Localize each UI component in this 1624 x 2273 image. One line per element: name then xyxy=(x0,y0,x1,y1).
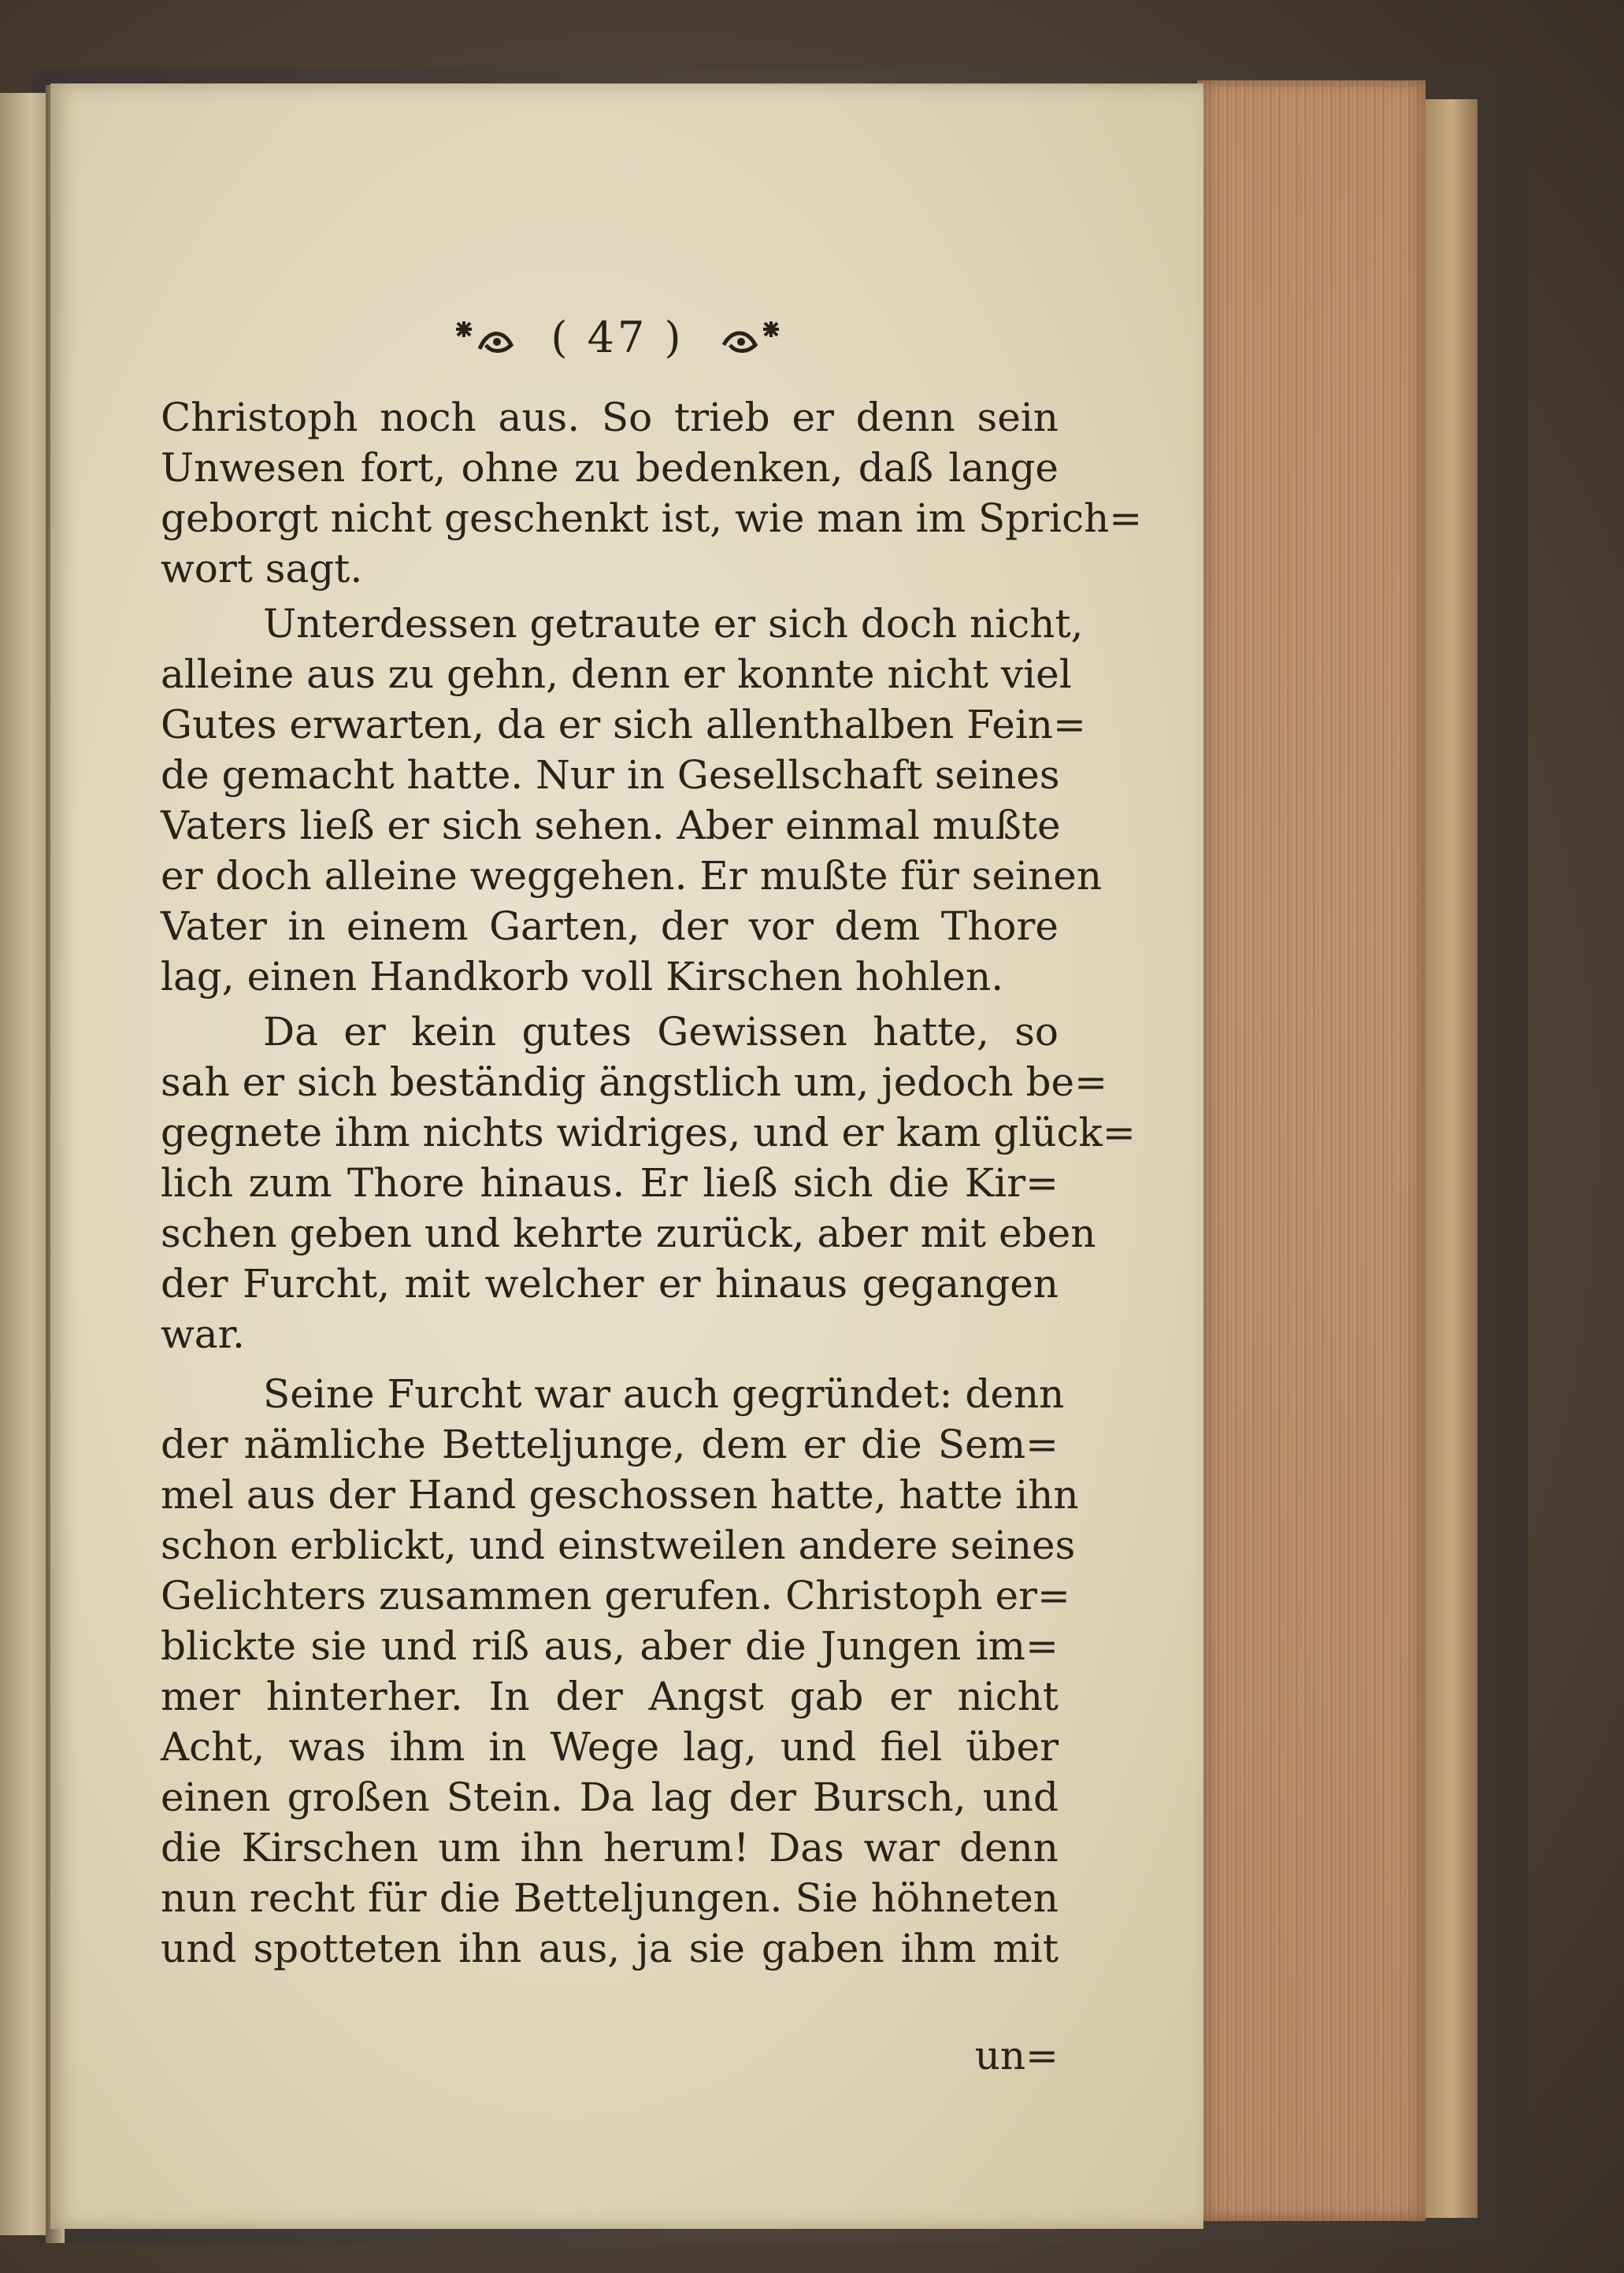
text-line: Vater in einem Garten, der vor dem Thore xyxy=(161,903,1059,949)
text-line: schen geben und kehrte zurück, aber mit eben xyxy=(161,1211,1096,1256)
text-line: nun recht für die Betteljungen. Sie höhneten xyxy=(161,1875,1059,1921)
flourish-ornament-left-icon xyxy=(448,313,519,361)
text-line: lag, einen Handkorb voll Kirschen hohlen. xyxy=(161,954,1004,999)
cover-board-edge xyxy=(1426,99,1478,2218)
text-line: war. xyxy=(161,1311,245,1357)
page-block-edges xyxy=(1197,80,1426,2221)
book-page xyxy=(50,83,1203,2229)
text-line: er doch alleine weggehen. Er mußte für seinen xyxy=(161,853,1103,899)
text-line: wort sagt. xyxy=(161,546,363,591)
page-header xyxy=(413,306,822,369)
text-line: der Furcht, mit welcher er hinaus gegangen xyxy=(161,1261,1059,1307)
catchword: un= xyxy=(974,2033,1059,2078)
text-line: schon erblickt, und einstweilen andere seines xyxy=(161,1522,1076,1568)
text-line: mer hinterher. In der Angst gab er nicht xyxy=(161,1674,1059,1719)
text-line: Da er kein gutes Gewissen hatte, so xyxy=(263,1009,1059,1055)
text-line: der nämliche Betteljunge, dem er die Sem= xyxy=(161,1422,1059,1467)
left-page-edge xyxy=(0,93,53,2235)
text-line: einen großen Stein. Da lag der Bursch, und xyxy=(161,1774,1059,1820)
text-line: gegnete ihm nichts widriges, und er kam glück= xyxy=(161,1110,1136,1155)
text-line: und spotteten ihn aus, ja sie gaben ihm mit xyxy=(161,1926,1059,1971)
flourish-ornament-right-icon xyxy=(716,313,787,361)
text-line: Seine Furcht war auch gegründet: denn xyxy=(263,1371,1065,1417)
text-line: Unterdessen getraute er sich doch nicht, xyxy=(263,601,1084,647)
text-line: lich zum Thore hinaus. Er ließ sich die Kir= xyxy=(161,1160,1059,1206)
text-line: mel aus der Hand geschossen hatte, hatte ihn xyxy=(161,1472,1079,1518)
text-line: Acht, was ihm in Wege lag, und fiel über xyxy=(161,1724,1059,1770)
text-line: blickte sie und riß aus, aber die Jungen im= xyxy=(161,1623,1059,1669)
text-line: geborgt nicht geschenkt ist, wie man im Sprich= xyxy=(161,495,1143,541)
text-line: Gutes erwarten, da er sich allenthalben Fein= xyxy=(161,702,1086,747)
text-line: Christoph noch aus. So trieb er denn sein xyxy=(161,395,1059,440)
text-line: Vaters ließ er sich sehen. Aber einmal mußte xyxy=(161,803,1061,848)
text-line: alleine aus zu gehn, denn er konnte nicht viel xyxy=(161,651,1072,697)
text-line: de gemacht hatte. Nur in Gesellschaft seines xyxy=(161,752,1060,798)
text-line: Unwesen fort, ohne zu bedenken, daß lange xyxy=(161,445,1059,491)
page-number: ( 47 ) xyxy=(551,312,684,362)
text-line: Gelichters zusammen gerufen. Christoph er= xyxy=(161,1573,1070,1619)
text-line: sah er sich beständig ängstlich um, jedoch be= xyxy=(161,1059,1108,1105)
text-line: die Kirschen um ihn herum! Das war denn xyxy=(161,1825,1059,1871)
